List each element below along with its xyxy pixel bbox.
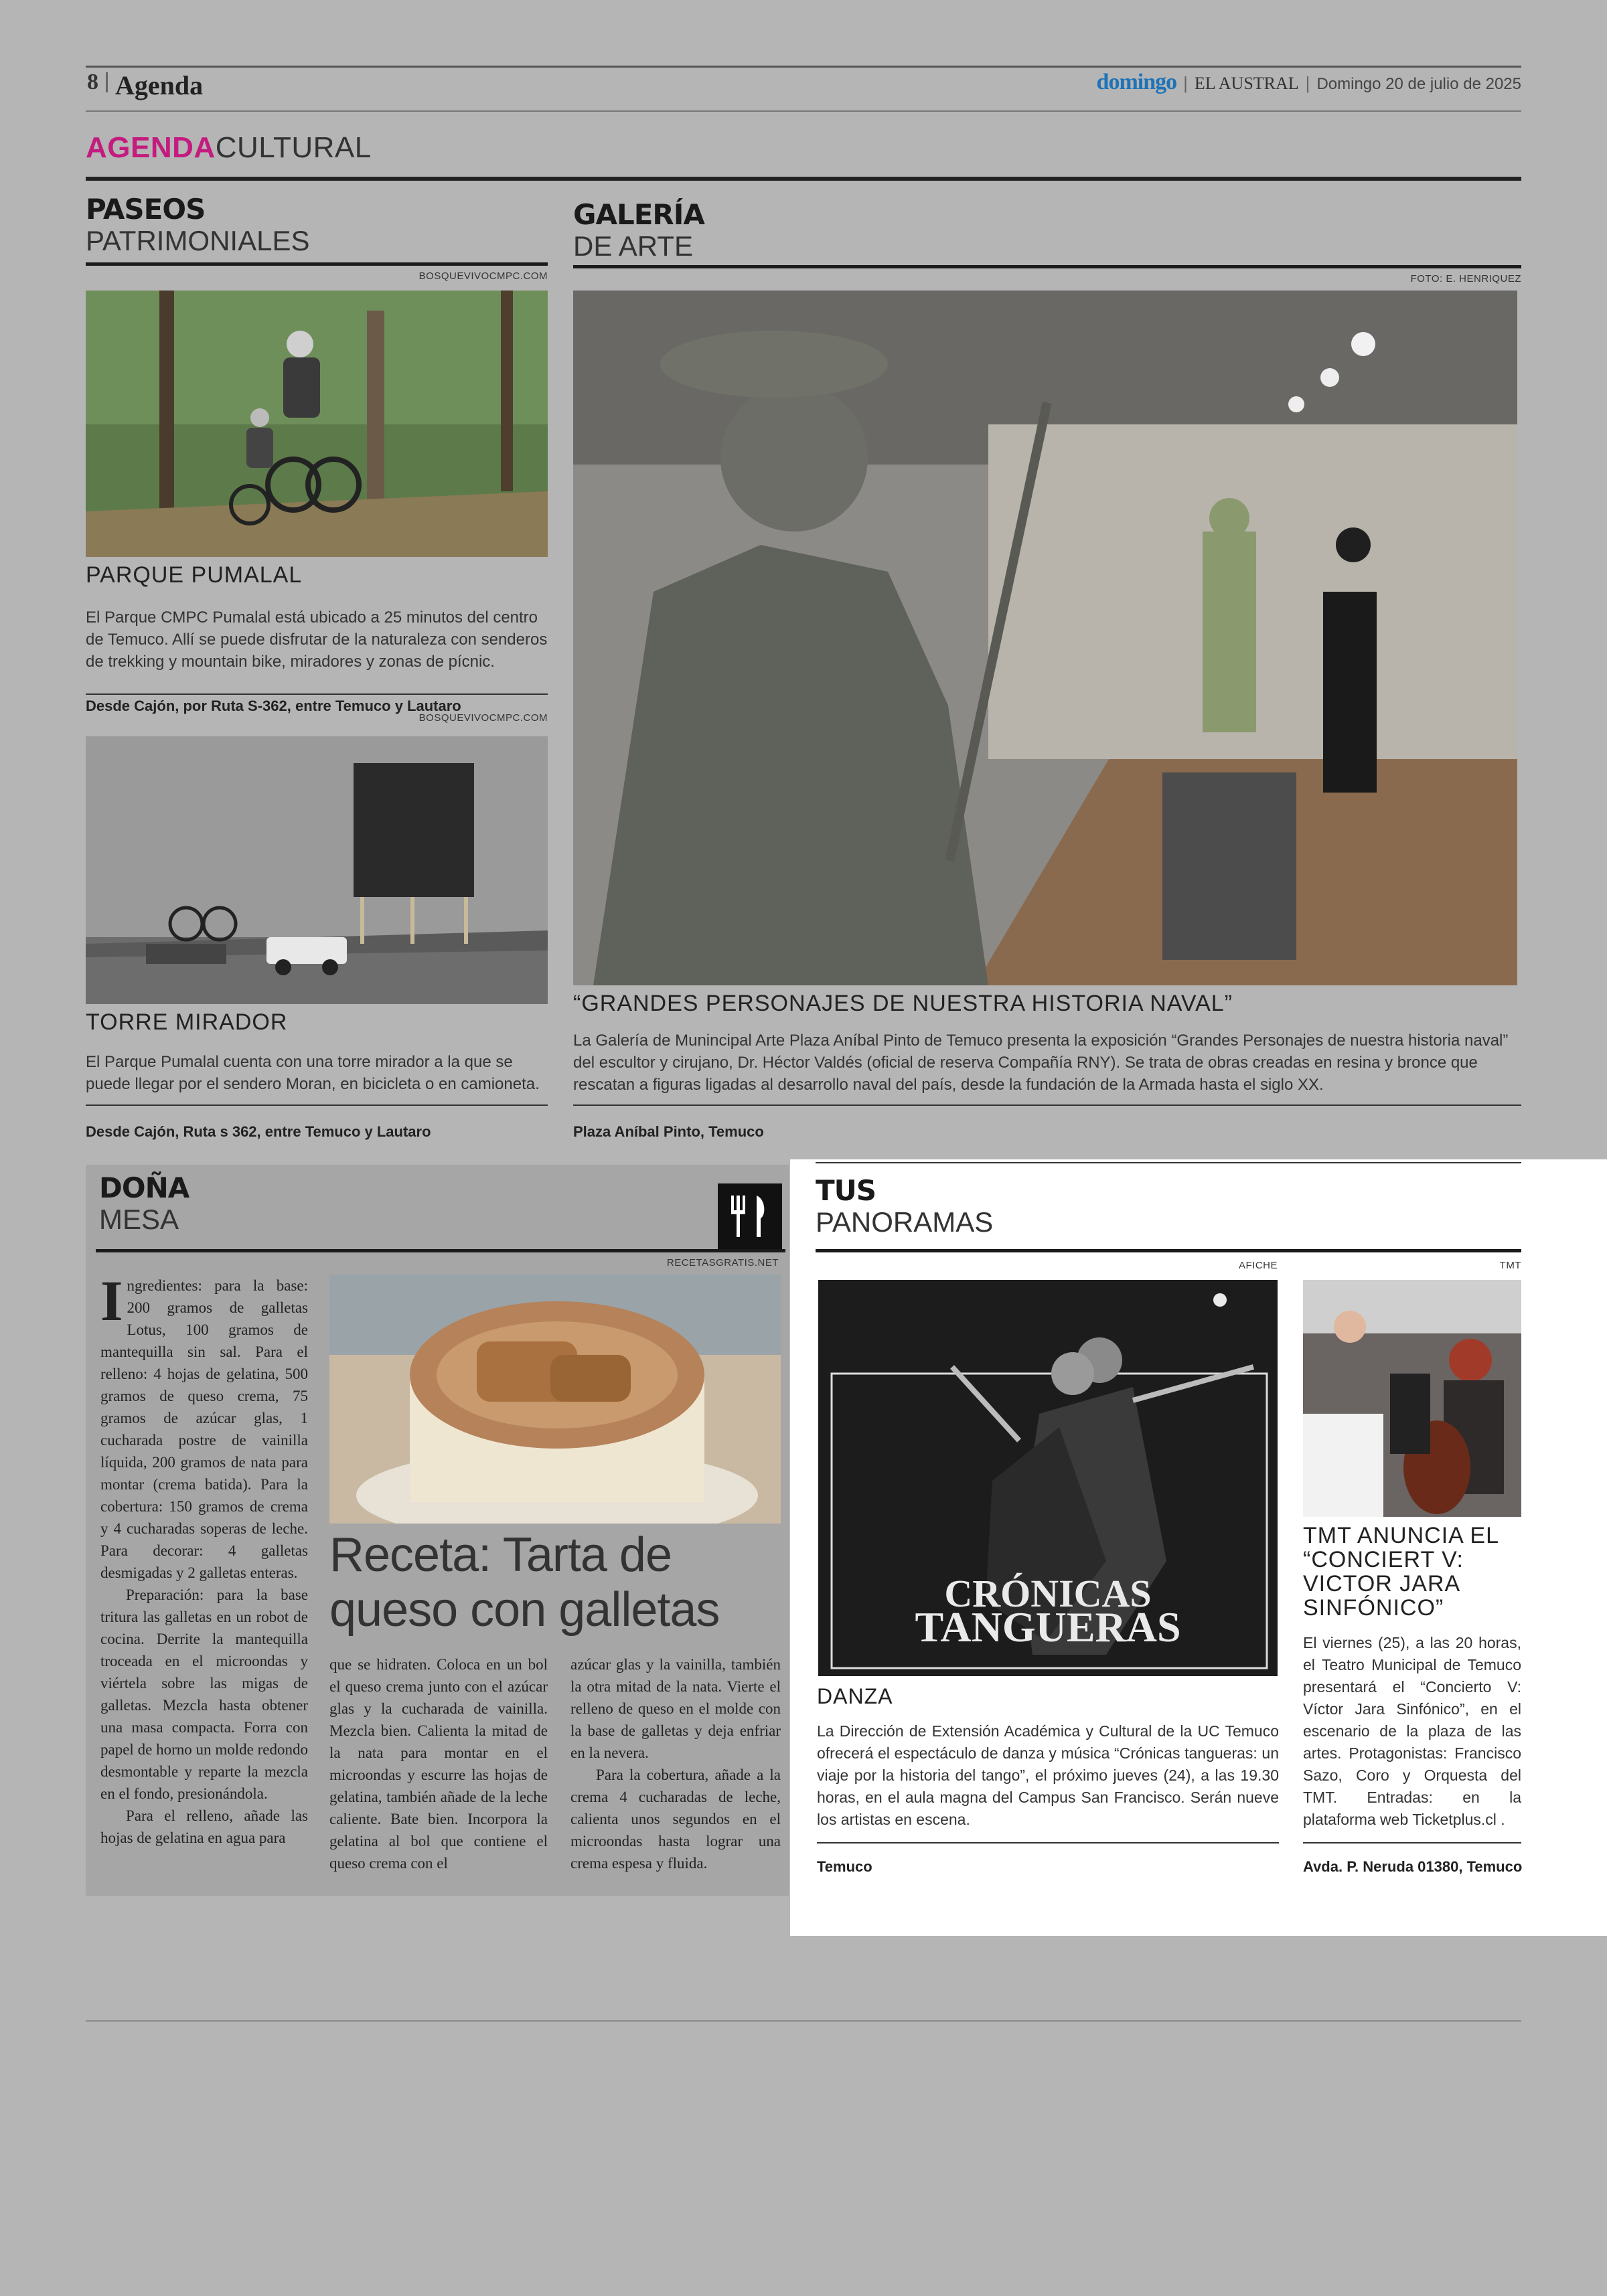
header-bottom-rule [86, 110, 1521, 112]
paseos-heading: PASEOS PATRIMONIALES [86, 193, 310, 256]
section-name: Agenda [115, 70, 204, 100]
paseos-rule [86, 262, 548, 266]
agenda-cultural-title: AGENDACULTURAL [86, 131, 372, 164]
item-title-danza: DANZA [817, 1684, 893, 1708]
rule [817, 1842, 1279, 1843]
photo-credit: TMT [1499, 1260, 1521, 1271]
panoramas-rule [816, 1249, 1521, 1252]
photo-credit: RECETASGRATIS.NET [666, 1257, 779, 1268]
body-danza: La Dirección de Extensión Académica y Cultural de la UC Temuco ofrecerá el espectáculo de danza y música “Crónicas tangueras: un viaje por la historia del tango”, el próximo jueves (24), a las 19.30 horas, en el aula magna del Campus San Francisco. Serán nueve los artistas en escena. [817, 1722, 1279, 1828]
panoramas-heading: TUS PANORAMAS [816, 1174, 994, 1238]
page-number: 8 [87, 70, 98, 94]
poster-title-line1: CRÓNICAS [944, 1572, 1152, 1615]
photo-credit: AFICHE [1238, 1260, 1278, 1271]
rule [1303, 1842, 1521, 1843]
tower-photo [86, 736, 548, 1004]
location-galeria: Plaza Aníbal Pinto, Temuco [573, 1123, 764, 1140]
rule [816, 1162, 1521, 1163]
recipe-title: Receta: Tarta de queso con galletas [329, 1528, 720, 1637]
location-pumalal: Desde Cajón, por Ruta S-362, entre Temuco y Lautaro [86, 698, 461, 714]
item-title-galeria: “GRANDES PERSONAJES DE NUESTRA HISTORIA NAVAL” [573, 991, 1233, 1016]
header-separator [106, 72, 108, 92]
rule [573, 1104, 1521, 1106]
body-galeria: La Galería de Munincipal Arte Plaza Aníbal Pinto de Temuco presenta la exposición “Grandes Personajes de nuestra historia naval” del escultor y cirujano, Dr. Héctor Valdés (oficial de reserva Compañía RNY). Se trata de obras creadas en resina y bronce que rescatan a figuras ligadas al desarrollo naval del país, desde la fundación de la Armada hasta el siglo XX. [573, 1032, 1509, 1094]
rule [86, 1104, 548, 1106]
page-bottom-rule [86, 2020, 1521, 2022]
recipe-column-1: Ingredientes: para la base: 200 gramos de galletas Lotus, 100 gramos de mantequilla sin sal. Para el relleno: 4 hojas de gelatina, 500 gramos de queso crema, 75 gramos de azúcar glas, 1 cucharada postre de vainilla líquida, 200 gramos de nata para montar (crema batida). Para la cobertura: 150 gramos de crema y 4 cucharadas soperas de leche. Para decorar: 4 galletas desmigadas y 2 galletas enteras. Preparación: para la base tritura las galletas en un robot de cocina. Derrite la mantequilla troceada en el microondas y viértela sobre las migas de galletas. Mezcla hasta obtener una masa compacta. Forra con papel de horno un molde redondo desmontable y reparte la mezcla en el fondo, presionándola. Para el relleno, añade las hojas de gelatina en agua para [100, 1268, 308, 1846]
location-danza: Temuco [817, 1858, 872, 1875]
recipe-column-2: que se hidraten. Coloca en un bol el queso crema junto con el azúcar glas y la cucharada de vainilla. Mezcla bien. Calienta la mitad de la nata para montar en el microondas y escurre las hojas de gelatina, también añade de la leche caliente. Bate bien. Incorpora la gelatina al bol que contiene el queso crema con el [329, 1656, 548, 1872]
item-title-pumalal: PARQUE PUMALAL [86, 562, 303, 588]
brand-domingo: domingo [1096, 70, 1177, 94]
cheesecake-photo [329, 1275, 781, 1524]
recipe-column-3: azúcar glas y la vainilla, también la otra mitad de la nata. Vierte el relleno de queso en el molde con la base de galletas y deja enfriar en la nevera. Para la cobertura, añade a la crema 4 cucharadas de leche, calienta unos segundos en el microondas hasta lograr una crema espesa y fluida. [570, 1656, 781, 1872]
fork-knife-icon [718, 1183, 782, 1249]
photo-credit: BOSQUEVIVOCMPC.COM [418, 270, 548, 282]
photo-credit: BOSQUEVIVOCMPC.COM [418, 712, 548, 724]
agenda-rule [86, 177, 1521, 181]
dropcap: I [100, 1268, 123, 1333]
rule [86, 693, 548, 695]
poster-title-line2: TANGUERAS [915, 1603, 1181, 1651]
sculpture-exhibit-photo [573, 291, 1517, 985]
paper-name: EL AUSTRAL [1194, 74, 1299, 93]
location-tmt: Avda. P. Neruda 01380, Temuco [1303, 1858, 1523, 1875]
galeria-heading: GALERÍA DE ARTE [573, 198, 704, 262]
dona-mesa-rule [96, 1249, 785, 1252]
mountain-bike-photo [86, 291, 548, 557]
galeria-rule [573, 265, 1521, 268]
body-pumalal: El Parque CMPC Pumalal está ubicado a 25 minutos del centro de Temuco. Allí se puede disfrutar de la naturaleza con senderos de trekking y mountain bike, miradores y zonas de pícnic. [86, 608, 548, 671]
body-tmt: El viernes (25), a las 20 horas, el Teatro Municipal de Temuco presentará el “Concierto V: Víctor Jara Sinfónico”, en el escenario de la plaza de las artes. Protagonistas: Francisco Sazo, Coro y Orquesta del TMT. Entradas: en la plataforma web Ticketplus.cl . [1303, 1634, 1521, 1828]
masthead: domingo | EL AUSTRAL | Domingo 20 de julio de 2025 [1096, 70, 1521, 94]
location-torre: Desde Cajón, Ruta s 362, entre Temuco y Lautaro [86, 1123, 431, 1140]
item-title-tmt: TMT ANUNCIA EL “CONCIERT V: VICTOR JARA SINFÓNICO” [1303, 1523, 1499, 1621]
header-top-rule [86, 66, 1521, 68]
issue-date: Domingo 20 de julio de 2025 [1316, 75, 1521, 93]
photo-credit: FOTO: E. HENRIQUEZ [1410, 273, 1521, 284]
body-torre: El Parque Pumalal cuenta con una torre mirador a la que se puede llegar por el sendero Moran, en bicicleta o en camioneta. [86, 1053, 540, 1093]
dona-mesa-heading: DOÑA MESA [99, 1171, 189, 1235]
tango-poster [818, 1280, 1278, 1676]
item-title-torre: TORRE MIRADOR [86, 1009, 288, 1035]
orchestra-photo [1303, 1280, 1521, 1517]
